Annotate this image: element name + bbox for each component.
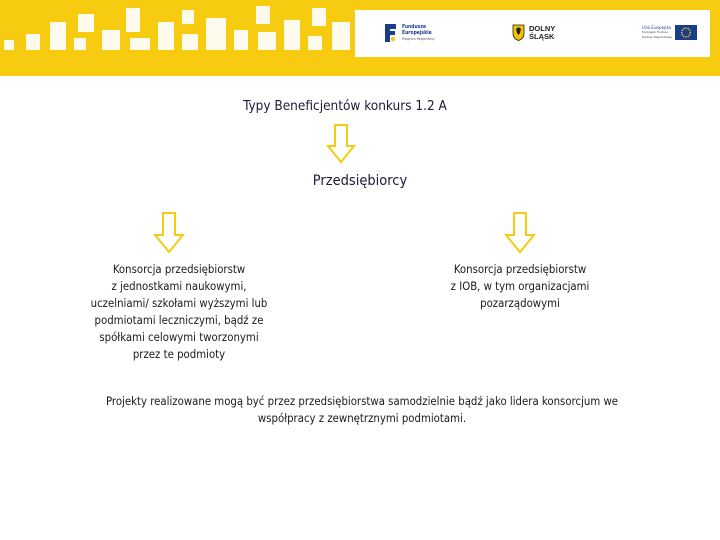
logo-fe-line1: Fundusze: [402, 24, 427, 30]
fundusze-europejskie-icon: [383, 22, 397, 44]
logos-panel: [355, 10, 710, 57]
eu-flag-icon: [675, 25, 697, 40]
left-node-line: Konsorcja przedsiębiorstw: [112, 263, 246, 276]
left-node-line: spółkami celowymi tworzonymi: [99, 331, 259, 344]
left-node-line: podmiotami leczniczymi, bądź ze: [94, 314, 264, 327]
arrow-down-icon: [326, 124, 356, 164]
diagram-title: Typy Beneficjentów konkurs 1.2 A: [243, 98, 447, 114]
logo-fe-line2: Europejskie: [402, 30, 432, 36]
right-node-line: Konsorcja przedsiębiorstw: [453, 263, 587, 276]
center-node-label: Przedsiębiorcy: [312, 173, 408, 189]
dolny-slask-logo: [512, 24, 555, 41]
right-node-text: [420, 261, 620, 312]
arrow-down-left-icon: [153, 212, 185, 254]
left-node-line: przez te podmioty: [132, 348, 226, 361]
logo-fe-line3: Program Regionalny: [402, 37, 435, 41]
left-node-line: uczelniami/ szkołami wyższymi lub: [90, 297, 268, 310]
logo-ue-line2: Europejski Fundusz: [642, 30, 668, 34]
dolny-slask-crest-icon: [512, 24, 525, 41]
footer-line: Projekty realizowane mogą być przez przedsiębiorstwa samodzielnie bądź jako lidera konsorcjum we: [105, 395, 619, 408]
right-node-line: z IOB, w tym organizacjami: [450, 280, 590, 293]
footer-line: współpracy z zewnętrznymi podmiotami.: [257, 412, 467, 425]
left-node-line: z jednostkami naukowymi,: [111, 280, 247, 293]
footer-note: [52, 393, 672, 427]
unia-europejska-logo: [642, 25, 697, 40]
logo-ue-line1: Unia Europejska: [642, 25, 672, 30]
arrow-down-right-icon: [504, 212, 536, 254]
fundusze-europejskie-logo: [383, 22, 435, 44]
right-node-line: pozarządowymi: [480, 297, 560, 310]
logo-ds-line2: ŚLĄSK: [529, 31, 555, 41]
logo-ds-line1: DOLNY: [529, 23, 556, 33]
left-node-text: [72, 261, 286, 363]
logo-ue-line3: Rozwoju Regionalnego: [642, 35, 673, 39]
decorative-pattern: [0, 0, 360, 76]
